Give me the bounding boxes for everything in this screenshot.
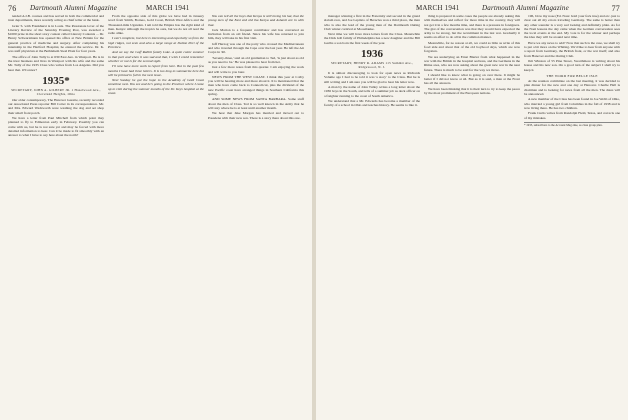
paragraph: At the reunion committee on the last meeting, it was decided to plan dinner for the new and one day at Hanover. Charlie Hall is chairman and is looking for news from all the men. The dates will be announced. — [524, 79, 620, 97]
paragraph: We hear that Jake Morgan has married and moved out to Pasadena with their new son. There is a story there about this one. — [208, 111, 304, 120]
paragraph: The office of John Tully is at 630 East Ave. in Westport. He is in the trust business and lives in Westport with his wife and the same Mr. Tully of the 1935 Class who writes from Los Angeles. Did you hear that. O'Connor? — [8, 54, 104, 72]
paragraph: Meanwhile, for no reason at all, we could as little as write of this food side and about that of the old boyhood days, which are now forgotten. — [424, 40, 520, 54]
section-subheading: THE WORD FOR BELLE ISLE — [546, 73, 598, 78]
paragraph: AND SOME NEWS FROM SANTA BARBARA. Some stuff about the men of Class. Ted is so well known in the Army that he will stay where he is at least until another month. — [208, 97, 304, 110]
paragraph: Next time we will have more letters from the Class. Meanwhile the Dick Gill family of Philadelphia has a new daughter and the Bill Garths a son born the first week of the year. — [324, 32, 420, 45]
paragraph: And we say the Goff Rabbit family Luke. A quite comic summer in that part and when it was sad and that, I wish I could remember whether or not is for the second sight. — [108, 50, 204, 63]
right-column-1 — [324, 14, 420, 416]
paragraph: Grier S. with Frankhurst is in Louis. The Passionate lover of the Literary Review of the Saturday Evening Post, was awarded a $1000 prize in the short story contest called Literary Contents ... Dr. Henry Schwarzmann has opened his office at New Britain for the general practice of medicine and surgery. After completing his internship in the Hartford Hospital, he entered the service. Dr. K. was staff physician at the Bethlehem Steel Plant for four years. — [8, 23, 104, 54]
left-column-1 — [8, 14, 104, 416]
paragraph: From the opposite side of this globe we have had in January word from Smith, Borneo, Gold Coast, British West Africa and the Thousand-mile Ugandan. I am told the Empire has the right kind of men. Kenya: although the tropics be ours, but we do not all read the radio alike. — [108, 14, 204, 36]
class-year-heading: 1936 — [361, 48, 383, 61]
paragraph: NEWS FROM THE WEST COAST. I think this year at Colby you will be hearing more and more about it. It is mentioned that the men who have come back to Connecticut, plus the dividend of the new Pacific coast have arranged things in Southern California this spring. — [208, 74, 304, 97]
magazine-title: Dartmouth Alumni Magazine — [482, 4, 569, 12]
issue-date: MARCH 1941 — [416, 4, 460, 12]
paragraph: Jack Marion is a frequent contributor and has converted an invitation from an old friend. Since his wife has returned to join him, they will take in his first visit. — [208, 27, 304, 41]
paragraph: 'Seventy-three,' said an old gentleman to Ted, 'is just about as old as you need to be.' He was pleased to hear from her. — [208, 55, 304, 64]
paragraph: Next Sunday he got the hope to the Academy of Gold Coast sometime next. You see and he's going to the Province where I came up to visit during the summer months of the Dr. Keys hospital at the coast. — [108, 78, 204, 96]
paragraph: Jeff Herzog was one of the party who crossed the Mediterranean and who traveled through the Cape over the last year. He left the Air Corps in '40. — [208, 41, 304, 55]
paragraph: thing is prepared in some cases the people are already asking this with themselves and reflect for more time in the country, they will not get it in a few months time, and there is a pressure in foreigners. The gist of the conversation was that they would have expected the army to be strong, but the recruitment in the last war. Gradually it seems an effort to do all in the common manner. — [424, 14, 520, 40]
page-number: 76 — [8, 4, 17, 13]
paragraph: 196, blow my nose (Ed. Note: hold your fork true) and etc. just to clear out all my errors traveling Germany. The same is better than any other sounder is a very sad looking and definitely plain. As for the Nazi lessons the day came when the German conversation sees the local events at the end. My vote is for the winner and perhaps the idea they will be around next time. — [524, 14, 620, 40]
paragraph: Our older contemporary, The Hanover Gazette, recently recorded our Associated Press reporter Bill Cotter in its correspondence. Mr. and Mrs. Edward Wadsworth were washing the dog and set shop their small front porch. — [8, 97, 104, 115]
paragraph: manager winning a first in the Fraternity and second in the grand slalom race, and Joe Laptisto of Heracles won a third place, the man who is also the lead of the young men of the Dartmouth Outing Club winter carnival at Moosilauke. — [324, 14, 420, 31]
class-secretary: SECRETARY, HENRY R. ADAMS 115 Summit Ave., Ridgewood, N. J. — [330, 61, 414, 70]
paragraph: A man by the name of John Tulley writes a long letter about the 1936 boys in the South, and tells of a summer job as deck officer on a freighter running to the coast of South America. — [324, 84, 420, 98]
paragraph: Jim Winston of 55 Pine Street, Swarthmore is writing about his house and his new son. On a good turn of the subject I shall try to keep it. — [524, 58, 620, 72]
right-page — [316, 0, 628, 420]
paragraph: You can tell all the boys that Kenya is still loving his hat, that the young men of tha East end old tha Kenya and Ashanti are in with that. — [208, 14, 304, 27]
paragraph: A new member of the Class has been found in Joe Webb of Ohio, who married a young girl from Columbus in the fall of 1938 and is now living there. He has two children. — [524, 97, 620, 110]
left-column-2 — [108, 14, 204, 416]
paragraph: We have been thinking that it is their turn to try to keep the peace by the most prominent of the European nations. — [424, 86, 520, 96]
issue-date: MARCH 1941 — [146, 4, 190, 12]
page-number: 77 — [611, 4, 620, 13]
paragraph: We are underlying an Ernst Bleriot from what happened in the war with the British in the hospital sections, and the Germans in the Rhine area, who are now asking about the great new war in the near future. There is much to be said for the way we move. — [424, 54, 520, 72]
paragraph: Have we any news to add? Now that such is the case, we shall try to put a bit more on the Whiting. We'd like to hear from anyone with a report from Germany, the British front, or the war itself; and also from Hanover and the Outing Club. — [524, 40, 620, 58]
footnote: * 1935, subscribers to the Account Mag zine, as class group plan. — [524, 122, 620, 128]
left-page — [0, 0, 312, 420]
paragraph: We understand that a Mr. Edwards has become a member of the faculty of a school in Ohio and teaches history. He seems to like it. — [324, 98, 420, 108]
right-column-3 — [524, 14, 620, 416]
paragraph: I'll now have more work to report from here. But in the past few months I have had three letters. It is too long to summarize here but will be printed in full in the next issue. — [108, 64, 204, 77]
magazine-title: Dartmouth Alumni Magazine — [30, 4, 117, 12]
paragraph: It is almost discouraging to look for open news as Richards Volume ago I had to be told it was 'a story' to the Class. But he is still writing and I am sure you will be glad to hear his letter now. — [324, 71, 420, 84]
paragraph: Just a few more notes from this quarter. I am enjoying the work and will write to you later. — [208, 65, 304, 74]
class-secretary: SECRETARY, JOHN A. GILBERT JR. 1 Hazelwood Ave., Cleveland Heights, Ohio — [11, 87, 101, 96]
class-year-heading: 1935* — [42, 74, 70, 87]
right-column-2 — [424, 14, 520, 416]
paragraph: Frank Curtis writes from Randolph Field, Texas, and corrects one of my mistakes. — [524, 111, 620, 120]
left-column-3 — [208, 14, 304, 416]
paragraph: I should like to know what is going on over there. It might be better if I did not know at all. But as it is said, a man at the Front has all the answers. — [424, 72, 520, 86]
paragraph: tended A.I.B. courses and has served in both the commercial and trust departments, more recently acting as chief teller at the bank. — [8, 14, 104, 23]
paragraph: We have a letter from Paul Mitchell from which point they planned to fly to Edmonton early in February. Possibly you can come with us, but he is not sure yet and may be forced with more detailed information to hear. Can it be made to fit smoothly with an answer to what I have to say here about the north? — [8, 116, 104, 138]
paragraph: I can't complete, but here is interesting and especially so from the high ridges, not seen and also a large range at Dalton Port of the Province. — [108, 36, 204, 50]
